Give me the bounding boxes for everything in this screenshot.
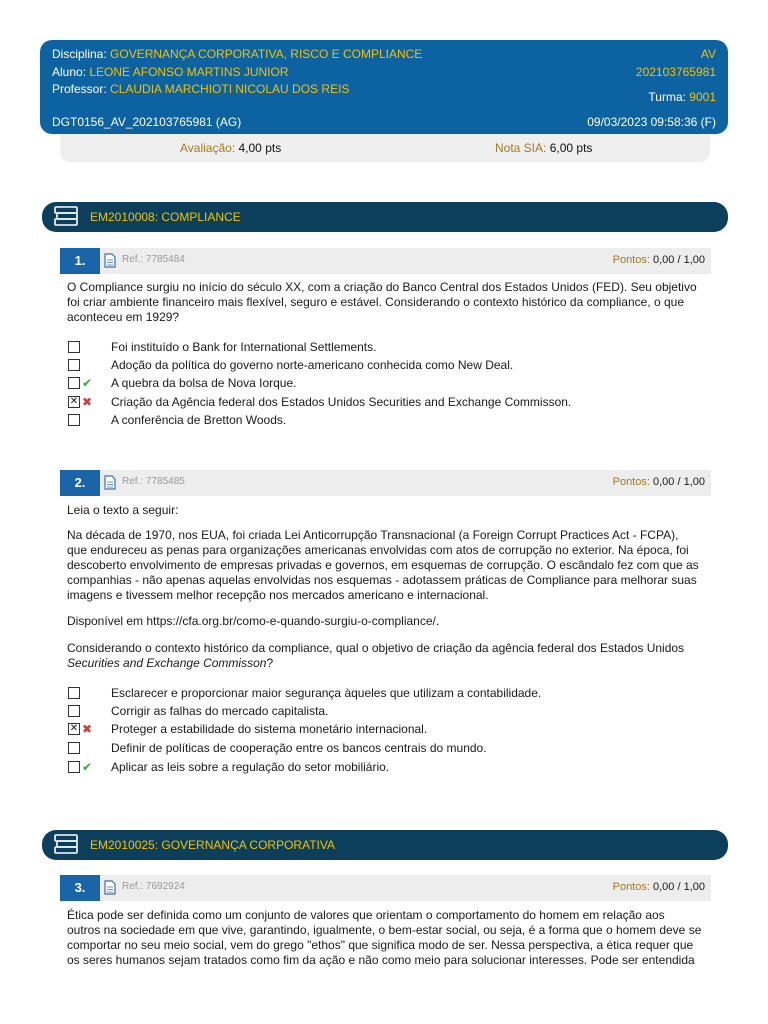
option-checkbox[interactable]: [68, 687, 80, 699]
question-ref: Ref.: 7785484: [122, 254, 185, 265]
question-mark: ?: [266, 656, 274, 670]
option-text: Adoção da política do governo norte-americano conhecida como New Deal.: [111, 358, 514, 372]
answer-option[interactable]: [68, 395, 708, 411]
option-checkbox-checked[interactable]: ✕: [69, 396, 79, 407]
header-row-codigo: [52, 115, 716, 129]
answer-option[interactable]: [68, 704, 708, 720]
text-line: outros na sociedade em que vive, garantindo, igualmente, o bem-estar social, ou seja, é a forma que o homem deve se: [67, 923, 702, 937]
option-checkbox[interactable]: [68, 341, 80, 353]
text-line: Ética pode ser definida como um conjunto de valores que orientam o comportamento do homem em relação aos: [67, 908, 665, 922]
exam-datetime: 09/03/2023 09:58:36 (F): [587, 115, 716, 129]
question-header: [60, 470, 711, 496]
option-checkbox-checked[interactable]: ✕: [69, 723, 79, 734]
question-text: [67, 280, 707, 325]
matricula: 202103765981: [635, 65, 716, 79]
points-total: / 1,00: [677, 254, 705, 266]
question-number: 3.: [60, 875, 100, 901]
question-text: [67, 641, 707, 671]
option-text: Foi instituído o Bank for International Settlements.: [111, 340, 377, 354]
section-header-governanca: [42, 830, 728, 860]
document-icon: [104, 880, 116, 895]
points-label: Pontos:: [612, 476, 650, 488]
exam-code: DGT0156_AV_202103765981 (AG): [52, 115, 242, 129]
text-line: foi criar ambiente financeiro mais flexível, seguro e estável. Considerando o contexto histórico da compliance, o que: [67, 295, 684, 309]
aluno-value: LEONE AFONSO MARTINS JUNIOR: [89, 65, 289, 79]
question-points: [613, 476, 705, 488]
question-quote: [67, 528, 707, 603]
option-checkbox[interactable]: [68, 377, 80, 389]
question-number: 1.: [60, 248, 100, 274]
header-row-disciplina: [52, 47, 716, 61]
question-intro: Leia o texto a seguir:: [67, 503, 179, 517]
text-line: aconteceu em 1929?: [67, 310, 180, 324]
agency-name: Securities and Exchange Commisson: [67, 656, 267, 670]
answer-option[interactable]: [68, 340, 708, 356]
answer-option[interactable]: [68, 358, 708, 374]
option-text: Aplicar as leis sobre a regulação do setor mobiliário.: [111, 760, 390, 774]
nota-unit: pts: [576, 141, 593, 155]
stacked-books-icon: [52, 206, 80, 228]
option-text: Esclarecer e proporcionar maior segurança àqueles que utilizam a contabilidade.: [111, 686, 542, 700]
answer-option[interactable]: [68, 413, 708, 429]
exam-type: AV: [700, 47, 716, 61]
check-icon: ✔: [82, 376, 93, 390]
option-checkbox[interactable]: [68, 359, 80, 371]
x-icon: ✖: [82, 722, 93, 736]
exam-header: [40, 40, 728, 134]
question-header: [60, 875, 711, 901]
option-text: Definir de políticas de cooperação entre os bancos centrais do mundo.: [111, 741, 487, 755]
text-line: O Compliance surgiu no início do século XX, com a criação do Banco Central dos Estados Unidos (FED). Seu objetivo: [67, 280, 697, 294]
text-line: que endureceu as penas para organizações americanas envolvidas com atos de corrupção no exterior. Na época, foi: [67, 543, 689, 557]
avaliacao-score: [180, 141, 281, 155]
text-line: descoberto envolvimento de empresas privadas e governos, em esquemas de corrupção. O escândalo fez com que as: [67, 558, 699, 572]
option-text: Criação da Agência federal dos Estados Unidos Securities and Exchange Commisson.: [111, 395, 572, 409]
professor-value: CLAUDIA MARCHIOTI NICOLAU DOS REIS: [110, 82, 350, 96]
x-icon: ✖: [82, 395, 93, 409]
stacked-books-icon: [52, 834, 80, 856]
option-checkbox[interactable]: [68, 742, 80, 754]
check-icon: ✔: [82, 760, 93, 774]
text-line: os seres humanos sejam tratados como fim da ação e não como meio para solucionar interesses. Pode ser entendida: [67, 953, 695, 967]
text-line: Considerando o contexto histórico da compliance, qual o objetivo de criação da agência federal dos Estados Unidos: [67, 641, 685, 655]
document-icon: [104, 253, 116, 268]
section-header-compliance: [42, 202, 728, 232]
points-total: / 1,00: [677, 881, 705, 893]
question-number: 2.: [60, 470, 100, 496]
answer-option[interactable]: [68, 376, 708, 392]
avaliacao-unit: pts: [265, 141, 282, 155]
question-text: [67, 908, 707, 968]
question-ref: Ref.: 7692924: [122, 881, 185, 892]
score-bar: [60, 134, 710, 162]
header-row-aluno: [52, 65, 716, 79]
option-checkbox[interactable]: [68, 414, 80, 426]
aluno-label: Aluno:: [52, 65, 87, 79]
avaliacao-value: 4,00: [238, 141, 262, 155]
answer-option[interactable]: [68, 760, 708, 776]
question-points: [613, 254, 705, 266]
nota-value: 6,00: [549, 141, 574, 155]
section-title: EM2010025: GOVERNANÇA CORPORATIVA: [90, 838, 335, 852]
quote-source: Disponível em https://cfa.org.br/como-e-quando-surgiu-o-compliance/.: [67, 614, 440, 628]
points-value: 0,00: [652, 476, 675, 488]
section-title: EM2010008: COMPLIANCE: [90, 210, 241, 224]
points-value: 0,00: [652, 254, 675, 266]
avaliacao-label: Avaliação:: [180, 141, 236, 155]
points-total: / 1,00: [677, 476, 705, 488]
points-label: Pontos:: [612, 881, 650, 893]
option-text: Proteger a estabilidade do sistema monetário internacional.: [111, 722, 428, 736]
professor-label: Professor:: [52, 82, 107, 96]
text-line: Na década de 1970, nos EUA, foi criada Lei Anticorrupção Transnacional (a Foreign Corrupt Practices Act - FCPA),: [67, 528, 679, 542]
header-row-turma: [52, 90, 716, 104]
question-ref: Ref.: 7785485: [122, 476, 185, 487]
option-text: A quebra da bolsa de Nova Iorque.: [111, 376, 297, 390]
option-text: A conferência de Bretton Woods.: [111, 413, 287, 427]
text-line: companhias - não apenas aquelas envolvidas nos esquemas - adotassem práticas de Compliance para melhorar suas: [67, 573, 697, 587]
turma-value: 9001: [689, 90, 716, 104]
answer-option[interactable]: [68, 722, 708, 738]
text-line: [67, 656, 707, 671]
disciplina-label: Disciplina:: [52, 47, 107, 61]
text-line: comportar no seu meio social, vem do grego "ethos" que significa modo de ser. Nessa perspectiva, a ética requer que: [67, 938, 694, 952]
nota-sia-score: [495, 141, 592, 155]
nota-label: Nota SIA:: [495, 141, 547, 155]
question-points: [613, 881, 705, 893]
text-line: imagens e tivessem melhor recepção nos mercados americano e internacional.: [67, 588, 489, 602]
option-text: Corrigir as falhas do mercado capitalista.: [111, 704, 329, 718]
question-header: [60, 248, 711, 274]
option-checkbox[interactable]: [68, 761, 80, 773]
answer-option[interactable]: [68, 686, 708, 702]
disciplina-value: GOVERNANÇA CORPORATIVA, RISCO E COMPLIANCE: [110, 47, 423, 61]
points-value: 0,00: [652, 881, 675, 893]
option-checkbox[interactable]: [68, 705, 80, 717]
document-icon: [104, 475, 116, 490]
turma-label: Turma:: [648, 90, 686, 104]
answer-option[interactable]: [68, 741, 708, 757]
points-label: Pontos:: [612, 254, 650, 266]
